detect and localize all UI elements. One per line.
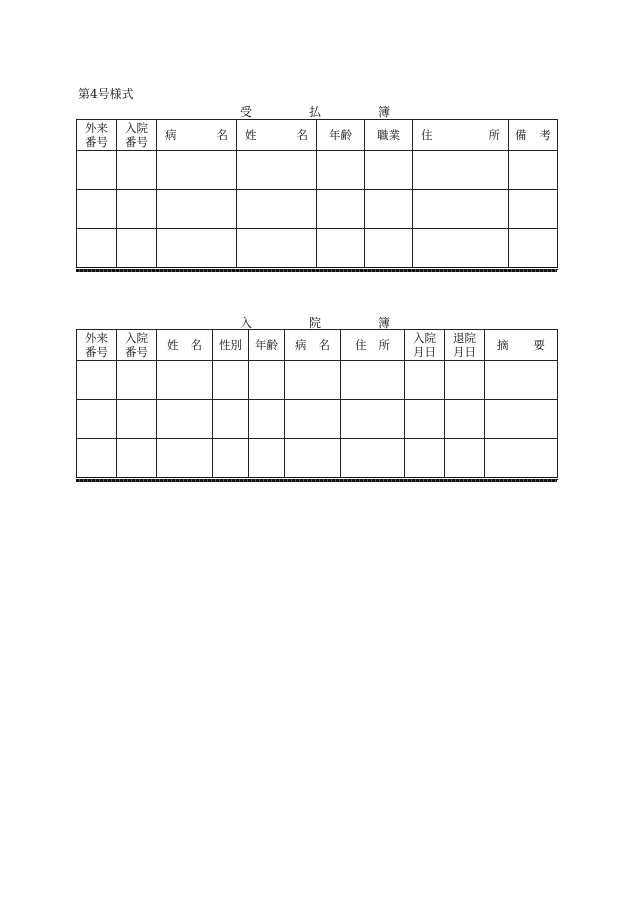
table-cell[interactable] [509, 151, 558, 190]
col-discharge-date [445, 330, 485, 361]
register1-title-char: 簿 [377, 105, 390, 119]
header-text: 性別 [219, 338, 242, 352]
table-cell[interactable] [117, 190, 157, 229]
table-cell[interactable] [117, 400, 157, 439]
table-cell[interactable] [157, 229, 237, 269]
table-cell[interactable] [317, 190, 365, 229]
header-text: 姓 [245, 128, 257, 142]
table-cell[interactable] [157, 190, 237, 229]
header-text: 住 [355, 338, 367, 352]
header-text: 職業 [377, 128, 400, 142]
col-occupation [365, 120, 413, 151]
header-text: 名 [190, 338, 202, 352]
col-sex [213, 330, 249, 361]
col-remarks [509, 120, 558, 151]
register2-table [76, 329, 558, 480]
table-cell[interactable] [77, 190, 117, 229]
register1-title-char: 払 [308, 105, 321, 119]
table-cell[interactable] [341, 400, 405, 439]
col-disease-name [157, 120, 237, 151]
table-cell[interactable] [405, 400, 445, 439]
register2-header-row [77, 330, 558, 361]
header-text: 住 [421, 128, 433, 142]
table-row [77, 229, 558, 269]
table-cell[interactable] [445, 400, 485, 439]
table-cell[interactable] [77, 229, 117, 269]
header-text: 月日 [413, 345, 436, 359]
table-cell[interactable] [413, 229, 509, 269]
col-age [317, 120, 365, 151]
header-text: 番号 [85, 135, 108, 149]
table-cell[interactable] [157, 439, 213, 479]
table-cell[interactable] [285, 361, 341, 400]
table-cell[interactable] [117, 361, 157, 400]
register1-bottom-rule [76, 269, 557, 272]
header-text: 要 [533, 338, 545, 352]
table-cell[interactable] [285, 400, 341, 439]
register1-table [76, 119, 558, 270]
header-text: 入院 [125, 121, 148, 135]
table-cell[interactable] [237, 229, 317, 269]
header-text: 年齢 [329, 128, 352, 142]
table-cell[interactable] [249, 361, 285, 400]
table-cell[interactable] [365, 151, 413, 190]
col-admission-date [405, 330, 445, 361]
header-text: 番号 [125, 135, 148, 149]
register2-title-char: 院 [308, 316, 321, 330]
table-cell[interactable] [485, 361, 558, 400]
col-full-name [237, 120, 317, 151]
table-cell[interactable] [77, 400, 117, 439]
table-cell[interactable] [117, 229, 157, 269]
table-cell[interactable] [413, 151, 509, 190]
table-cell[interactable] [405, 439, 445, 479]
table-cell[interactable] [365, 190, 413, 229]
table-cell[interactable] [317, 151, 365, 190]
col-disease-name [285, 330, 341, 361]
header-text: 病 [165, 128, 177, 142]
header-text: 番号 [125, 345, 148, 359]
table-cell[interactable] [341, 361, 405, 400]
header-text: 所 [378, 338, 390, 352]
table-row [77, 190, 558, 229]
table-cell[interactable] [445, 361, 485, 400]
table-cell[interactable] [509, 229, 558, 269]
col-outpatient-no [77, 330, 117, 361]
table-cell[interactable] [509, 190, 558, 229]
col-full-name [157, 330, 213, 361]
table-cell[interactable] [77, 361, 117, 400]
col-summary [485, 330, 558, 361]
table-cell[interactable] [237, 151, 317, 190]
table-row [77, 361, 558, 400]
table-cell[interactable] [157, 400, 213, 439]
header-text: 病 [295, 338, 307, 352]
col-age [249, 330, 285, 361]
table-cell[interactable] [365, 229, 413, 269]
table-cell[interactable] [117, 151, 157, 190]
table-row [77, 439, 558, 479]
table-cell[interactable] [213, 439, 249, 479]
header-text: 名 [216, 128, 228, 142]
table-cell[interactable] [405, 361, 445, 400]
header-text: 入院 [413, 331, 436, 345]
col-outpatient-no [77, 120, 117, 151]
table-cell[interactable] [157, 361, 213, 400]
header-text: 年齢 [255, 338, 278, 352]
register1-title [240, 103, 390, 120]
table-cell[interactable] [213, 400, 249, 439]
header-text: 考 [539, 128, 551, 142]
table-cell[interactable] [77, 151, 117, 190]
header-text: 所 [488, 128, 500, 142]
register2-title-char: 簿 [377, 316, 390, 330]
table-cell[interactable] [341, 439, 405, 479]
table-cell[interactable] [157, 151, 237, 190]
col-address [413, 120, 509, 151]
register1-header-row [77, 120, 558, 151]
table-cell[interactable] [485, 400, 558, 439]
header-text: 退院 [453, 331, 476, 345]
table-cell[interactable] [317, 229, 365, 269]
table-row [77, 400, 558, 439]
table-cell[interactable] [249, 400, 285, 439]
header-text: 姓 [167, 338, 179, 352]
header-text: 摘 [497, 338, 509, 352]
table-cell[interactable] [413, 190, 509, 229]
col-inpatient-no [117, 120, 157, 151]
form-number: 第4号様式 [78, 87, 134, 101]
table-cell[interactable] [237, 190, 317, 229]
table-cell[interactable] [77, 439, 117, 479]
col-address [341, 330, 405, 361]
header-text: 名 [318, 338, 330, 352]
header-text: 入院 [125, 331, 148, 345]
header-text: 名 [296, 128, 308, 142]
table-cell[interactable] [445, 439, 485, 479]
header-text: 番号 [85, 345, 108, 359]
header-text: 外来 [85, 121, 108, 135]
table-row [77, 151, 558, 190]
register2-bottom-rule [76, 479, 557, 482]
register1-title-char: 受 [240, 105, 253, 119]
header-text: 外来 [85, 331, 108, 345]
table-cell[interactable] [249, 439, 285, 479]
table-cell[interactable] [485, 439, 558, 479]
header-text: 月日 [453, 345, 476, 359]
header-text: 備 [515, 128, 527, 142]
table-cell[interactable] [213, 361, 249, 400]
col-inpatient-no [117, 330, 157, 361]
table-cell[interactable] [117, 439, 157, 479]
register2-title-char: 入 [240, 316, 253, 330]
table-cell[interactable] [285, 439, 341, 479]
